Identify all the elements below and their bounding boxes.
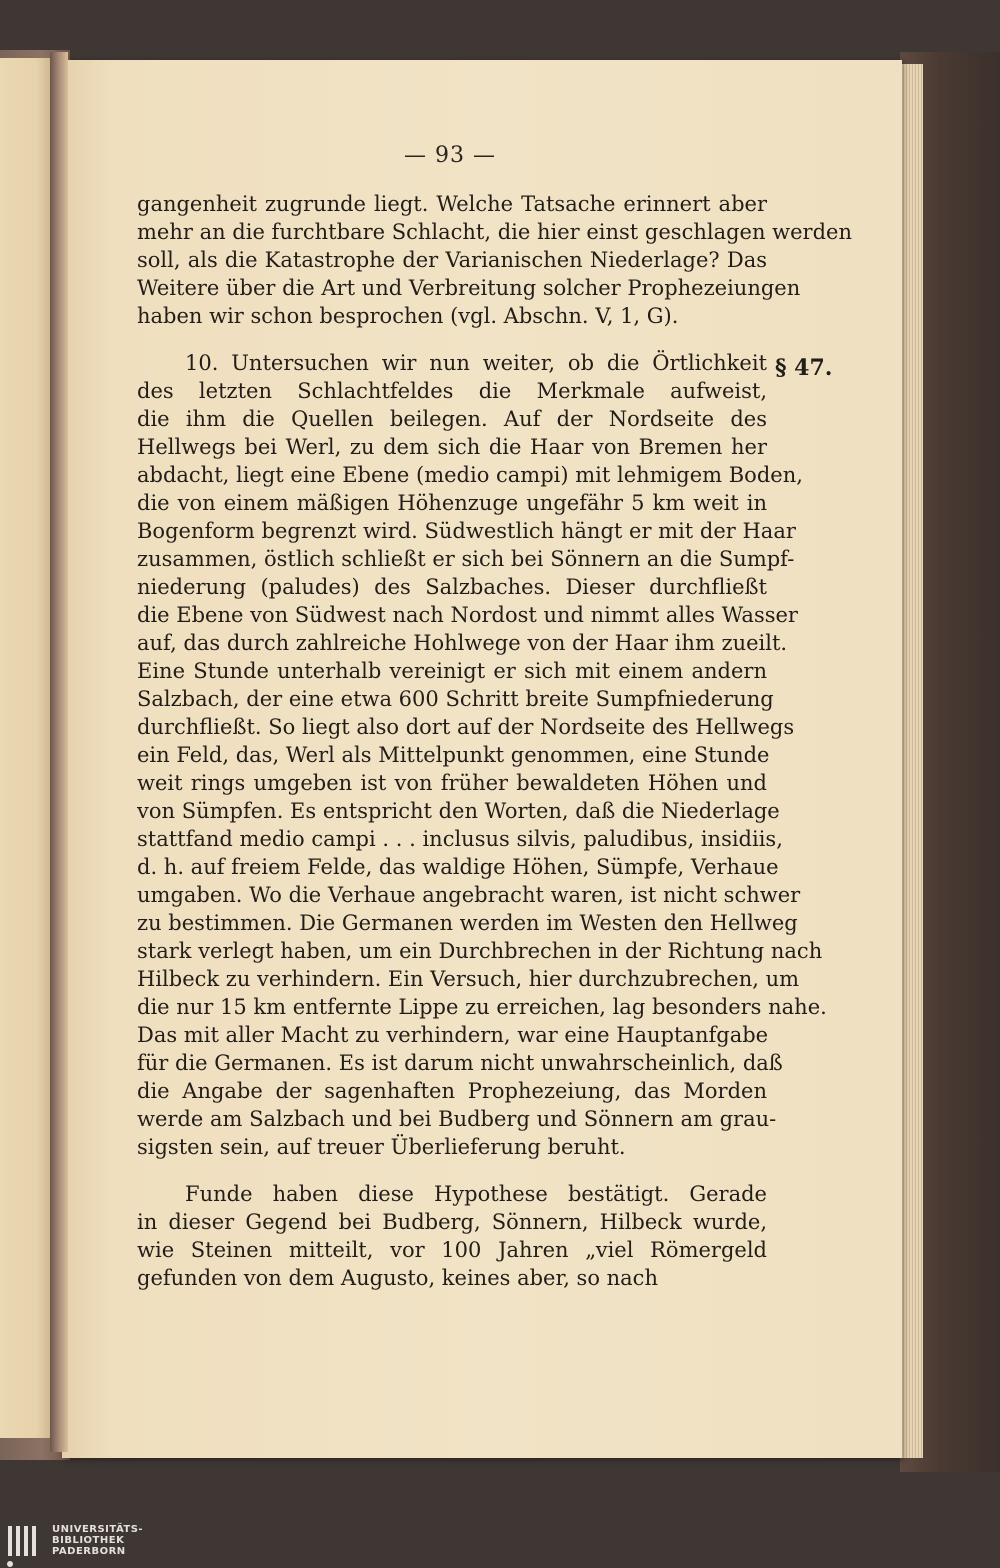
text-line: Weitere über die Art und Verbreitung solcher Prophezeiungen: [137, 276, 801, 300]
page-number: — 93 —: [404, 143, 496, 168]
library-logo-icon: [6, 1524, 46, 1568]
left-page-edge: [0, 58, 52, 1438]
text-line: von Sümpfen. Es entspricht den Worten, daß die Niederlage: [137, 799, 780, 823]
text-line: auf, das durch zahlreiche Hohlwege von der Haar ihm zueilt.: [137, 631, 788, 655]
text-line: gangenheit zugrunde liegt. Welche Tatsache erinnert aber: [137, 192, 767, 216]
text-line: zu bestimmen. Die Germanen werden im Westen den Hellweg: [137, 911, 798, 935]
text-line: ein Feld, das, Werl als Mittelpunkt genommen, eine Stunde: [137, 743, 770, 767]
text-line: die Angabe der sagenhaften Prophezeiung, das Morden: [137, 1079, 767, 1103]
text-line: Das mit aller Macht zu verhindern, war eine Hauptanfgabe: [137, 1023, 769, 1047]
section-margin-note: § 47.: [775, 355, 833, 381]
text-line: Salzbach, der eine etwa 600 Schritt breite Sumpfniederung: [137, 687, 774, 711]
stamp-line: PADERBORN: [52, 1546, 126, 1557]
text-line: die nur 15 km entfernte Lippe zu erreichen, lag besonders nahe.: [137, 995, 827, 1019]
library-stamp-text: [52, 1524, 143, 1557]
book-gutter: [50, 52, 68, 1452]
text-line: Bogenform begrenzt wird. Südwestlich hängt er mit der Haar: [137, 519, 796, 543]
text-line: weit rings umgeben ist von früher bewaldeten Höhen und: [137, 771, 767, 795]
text-line: die ihm die Quellen beilegen. Auf der Nordseite des: [137, 407, 767, 431]
text-line: 10. Untersuchen wir nun weiter, ob die Örtlichkeit: [185, 351, 767, 375]
text-line: Eine Stunde unterhalb vereinigt er sich mit einem andern: [137, 659, 767, 683]
text-line: soll, als die Katastrophe der Varianischen Niederlage? Das: [137, 248, 767, 272]
text-line: abdacht, liegt eine Ebene (medio campi) mit lehmigem Boden,: [137, 463, 803, 487]
text-line: Hellwegs bei Werl, zu dem sich die Haar von Bremen her: [137, 435, 767, 459]
text-line: gefunden von dem Augusto, keines aber, so nach: [137, 1266, 658, 1290]
text-line: die Ebene von Südwest nach Nordost und nimmt alles Wasser: [137, 603, 798, 627]
text-line: die von einem mäßigen Höhenzuge ungefähr 5 km weit in: [137, 491, 767, 515]
text-line: stattfand medio campi . . . inclusus silvis, paludibus, insidiis,: [137, 827, 783, 851]
text-line: Funde haben diese Hypothese bestätigt. Gerade: [185, 1182, 767, 1206]
library-stamp: [0, 1512, 190, 1568]
text-line: mehr an die furchtbare Schlacht, die hier einst geschlagen werden: [137, 220, 852, 244]
text-line: für die Germanen. Es ist darum nicht unwahrscheinlich, daß: [137, 1051, 783, 1075]
stamp-line: UNIVERSITÄTS-: [52, 1524, 144, 1535]
text-line: d. h. auf freiem Felde, das waldige Höhen, Sümpfe, Verhaue: [137, 855, 779, 879]
text-line: stark verlegt haben, um ein Durchbrechen in der Richtung nach: [137, 939, 823, 963]
stamp-line: BIBLIOTHEK: [52, 1535, 125, 1546]
paragraph: [137, 190, 852, 330]
text-line: werde am Salzbach und bei Budberg und Sönnern am grau-: [137, 1107, 777, 1131]
text-line: umgaben. Wo die Verhaue angebracht waren, ist nicht schwer: [137, 883, 801, 907]
text-line: des letzten Schlachtfeldes die Merkmale aufweist,: [137, 379, 767, 403]
text-line: zusammen, östlich schließt er sich bei Sönnern an die Sumpf-: [137, 547, 795, 571]
text-line: sigsten sein, auf treuer Überlieferung beruht.: [137, 1135, 626, 1159]
text-line: haben wir schon besprochen (vgl. Abschn. V, 1, G).: [137, 304, 679, 328]
text-line: durchfließt. So liegt also dort auf der Nordseite des Hellwegs: [137, 715, 795, 739]
text-line: Hilbeck zu verhindern. Ein Versuch, hier durchzubrechen, um: [137, 967, 800, 991]
text-line: in dieser Gegend bei Budberg, Sönnern, Hilbeck wurde,: [137, 1210, 767, 1234]
text-line: niederung (paludes) des Salzbaches. Dieser durchfließt: [137, 575, 767, 599]
text-line: wie Steinen mitteilt, vor 100 Jahren „viel Römergeld: [137, 1238, 767, 1262]
paragraph: [137, 1180, 767, 1292]
